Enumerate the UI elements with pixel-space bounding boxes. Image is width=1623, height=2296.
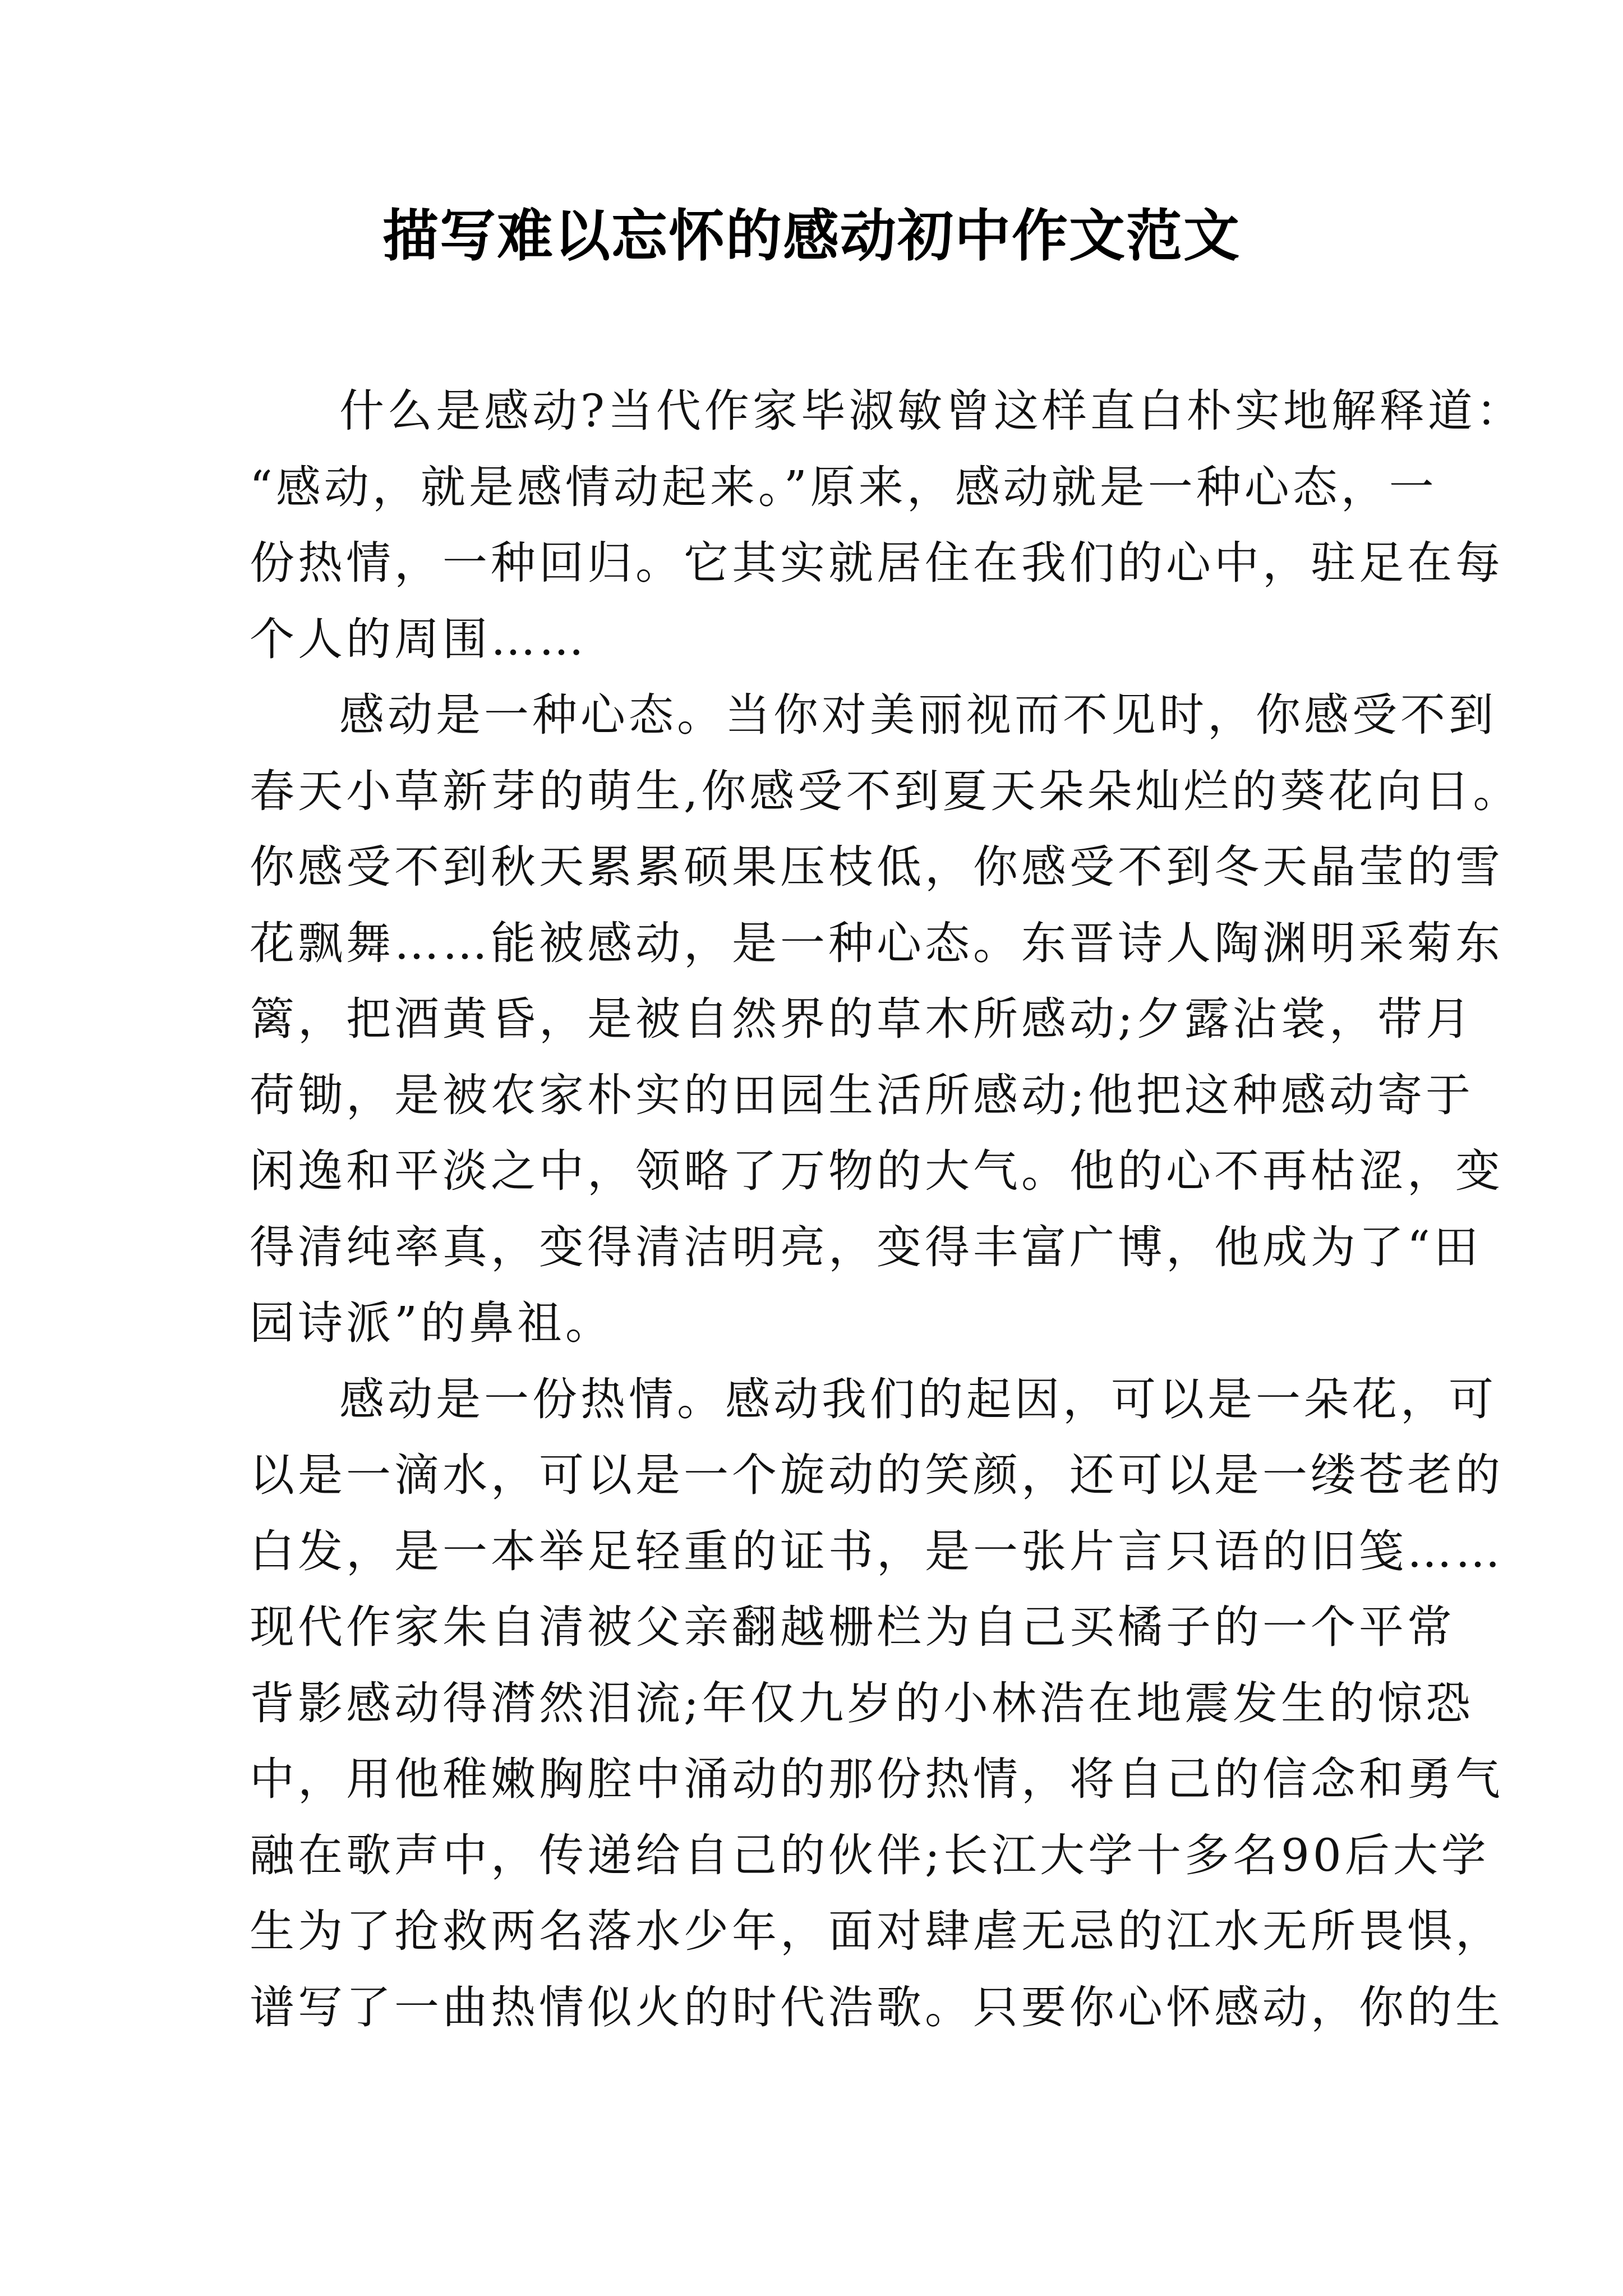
text-line: 花飘舞……能被感动，是一种心态。东晋诗人陶渊明采菊东	[250, 917, 1504, 969]
text-line: 谱写了一曲热情似火的时代浩歌。只要你心怀感动，你的生	[250, 1981, 1504, 2033]
paragraph-3	[250, 1361, 1504, 2046]
text-line: 融在歌声中，传递给自己的伙伴;长江大学十多名90后大学	[250, 1829, 1490, 1881]
text-line: 感动是一份热情。感动我们的起因，可以是一朵花，可	[339, 1373, 1497, 1425]
document-title: 描写难以忘怀的感动初中作文范文	[382, 203, 1241, 269]
paragraph-1	[250, 373, 1524, 677]
text-line: “感动，就是感情动起来。”原来，感动就是一种心态，一	[250, 461, 1437, 513]
text-line: 感动是一种心态。当你对美丽视而不见时，你感受不到	[339, 689, 1497, 741]
text-line: 荷锄，是被农家朴实的田园生活所感动;他把这种感动寄于	[250, 1069, 1474, 1121]
document-body	[250, 373, 1524, 2045]
text-line: 以是一滴水，可以是一个旋动的笑颜，还可以是一缕苍老的	[250, 1449, 1504, 1501]
text-line: 背影感动得潸然泪流;年仅九岁的小林浩在地震发生的惊恐	[250, 1677, 1474, 1729]
text-line: 现代作家朱自清被父亲翻越栅栏为自己买橘子的一个平常	[250, 1601, 1455, 1653]
text-line: 生为了抢救两名落水少年，面对肆虐无忌的江水无所畏惧，	[250, 1905, 1504, 1957]
text-line: 白发，是一本举足轻重的证书，是一张片言只语的旧笺……	[250, 1525, 1504, 1577]
text-line: 篱，把酒黄昏，是被自然界的草木所感动;夕露沾裳，带月	[250, 993, 1474, 1045]
text-line: 闲逸和平淡之中，领略了万物的大气。他的心不再枯涩，变	[250, 1145, 1504, 1197]
paragraph-2	[250, 677, 1521, 1361]
text-line: 你感受不到秋天累累硕果压枝低，你感受不到冬天晶莹的雪	[250, 841, 1504, 893]
text-line: 中，用他稚嫩胸腔中涌动的那份热情，将自己的信念和勇气	[250, 1753, 1504, 1805]
text-line: 份热情，一种回归。它其实就居住在我们的心中，驻足在每	[250, 537, 1504, 589]
text-line: 园诗派”的鼻祖。	[250, 1297, 614, 1349]
text-line: 个人的周围……	[250, 613, 587, 665]
text-line: 得清纯率真，变得清洁明亮，变得丰富广博，他成为了“田	[250, 1221, 1482, 1273]
text-line: 春天小草新芽的萌生,你感受不到夏天朵朵灿烂的葵花向日。	[250, 765, 1521, 817]
text-line: 什么是感动?当代作家毕淑敏曾这样直白朴实地解释道：	[339, 385, 1524, 437]
